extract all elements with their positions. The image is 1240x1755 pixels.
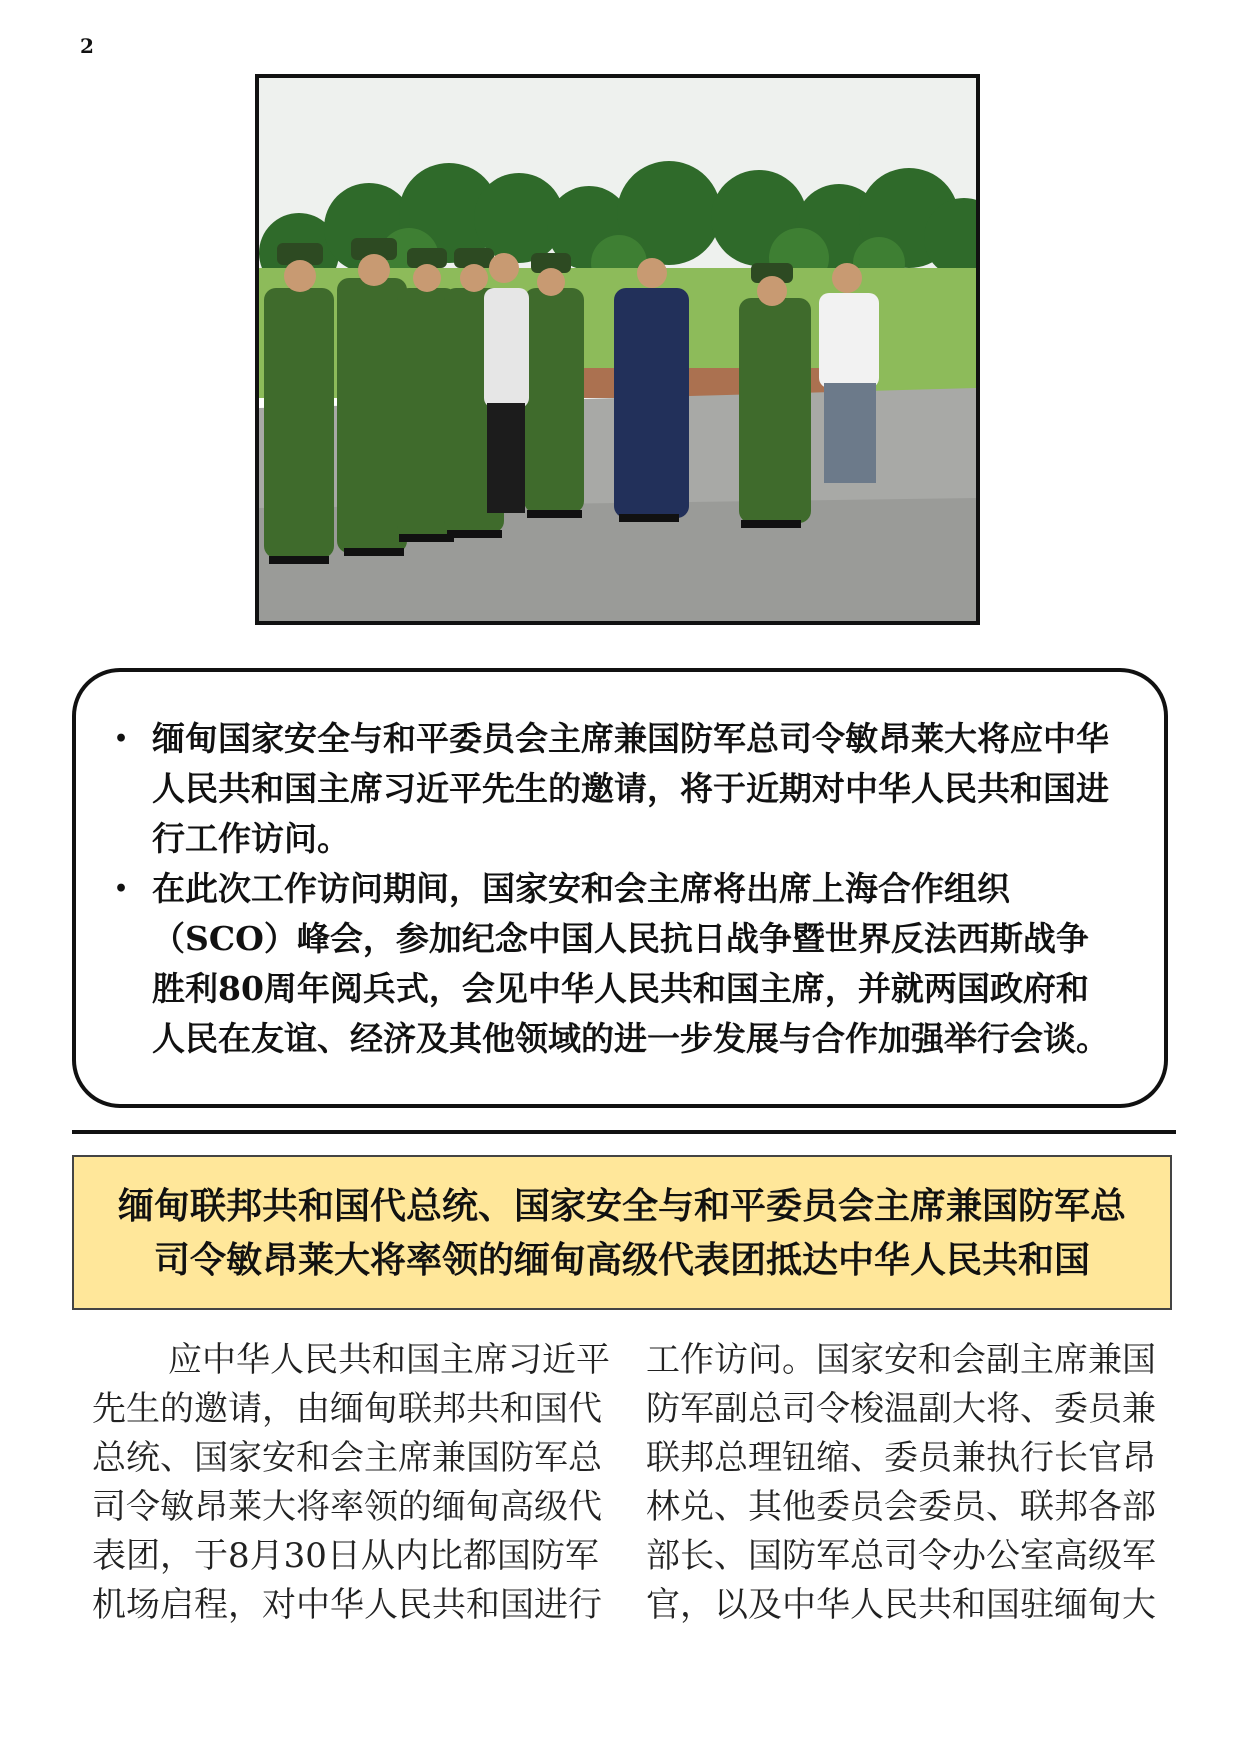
article-line: 官，以及中华人民共和国驻缅甸大 [646, 1585, 1156, 1625]
article-line: 部长、国防军总司令办公室高级军 [646, 1536, 1156, 1576]
bullet-icon: • [114, 726, 129, 752]
headline [118, 1179, 1126, 1287]
article-line: 机场启程，对中华人民共和国进行 [92, 1585, 602, 1625]
article-column-left [92, 1336, 612, 1630]
article-line: 联邦总理钮缩、委员兼执行长官昂 [646, 1438, 1156, 1478]
headline-box [72, 1155, 1172, 1310]
summary-list [114, 714, 1120, 1064]
summary-item-text: 在此次工作访问期间，国家安和会主席将出席上海合作组织（SCO）峰会，参加纪念中国人民抗日战争暨世界反法西斯战争胜利80周年阅兵式，会见中华人民共和国主席，并就两国政府和人民在友谊、经济及其他领域的进一步发展与合作加强举行会谈。 [152, 869, 1109, 1058]
article-column-right [646, 1336, 1166, 1630]
summary-item-text: 缅甸国家安全与和平委员会主席兼国防军总司令敏昂莱大将应中华人民共和国主席习近平先生的邀请，将于近期对中华人民共和国进行工作访问。 [152, 719, 1109, 858]
summary-box [72, 668, 1168, 1108]
summary-item [114, 864, 1120, 1064]
headline-line: 缅甸联邦共和国代总统、国家安全与和平委员会主席兼国防军总 [117, 1184, 1126, 1227]
summary-item [114, 714, 1120, 864]
section-divider [72, 1130, 1176, 1134]
farewell-ceremony-photo [259, 78, 976, 621]
article-line: 应中华人民共和国主席习近平 [168, 1340, 610, 1380]
article-line: 司令敏昂莱大将率领的缅甸高级代 [92, 1487, 602, 1527]
bullet-icon: • [114, 876, 129, 902]
article-line: 总统、国家安和会主席兼国防军总 [92, 1438, 602, 1478]
article-line: 先生的邀请，由缅甸联邦共和国代 [92, 1389, 602, 1429]
article-line: 工作访问。国家安和会副主席兼国 [646, 1340, 1156, 1380]
headline-line: 司令敏昂莱大将率领的缅甸高级代表团抵达中华人民共和国 [153, 1238, 1090, 1281]
article-line: 表团，于8月30日从内比都国防军 [92, 1536, 599, 1576]
page-number: 2 [80, 34, 94, 58]
article-line: 林兑、其他委员会委员、联邦各部 [646, 1487, 1156, 1527]
news-photo [255, 74, 980, 625]
article-line: 防军副总司令梭温副大将、委员兼 [646, 1389, 1156, 1429]
